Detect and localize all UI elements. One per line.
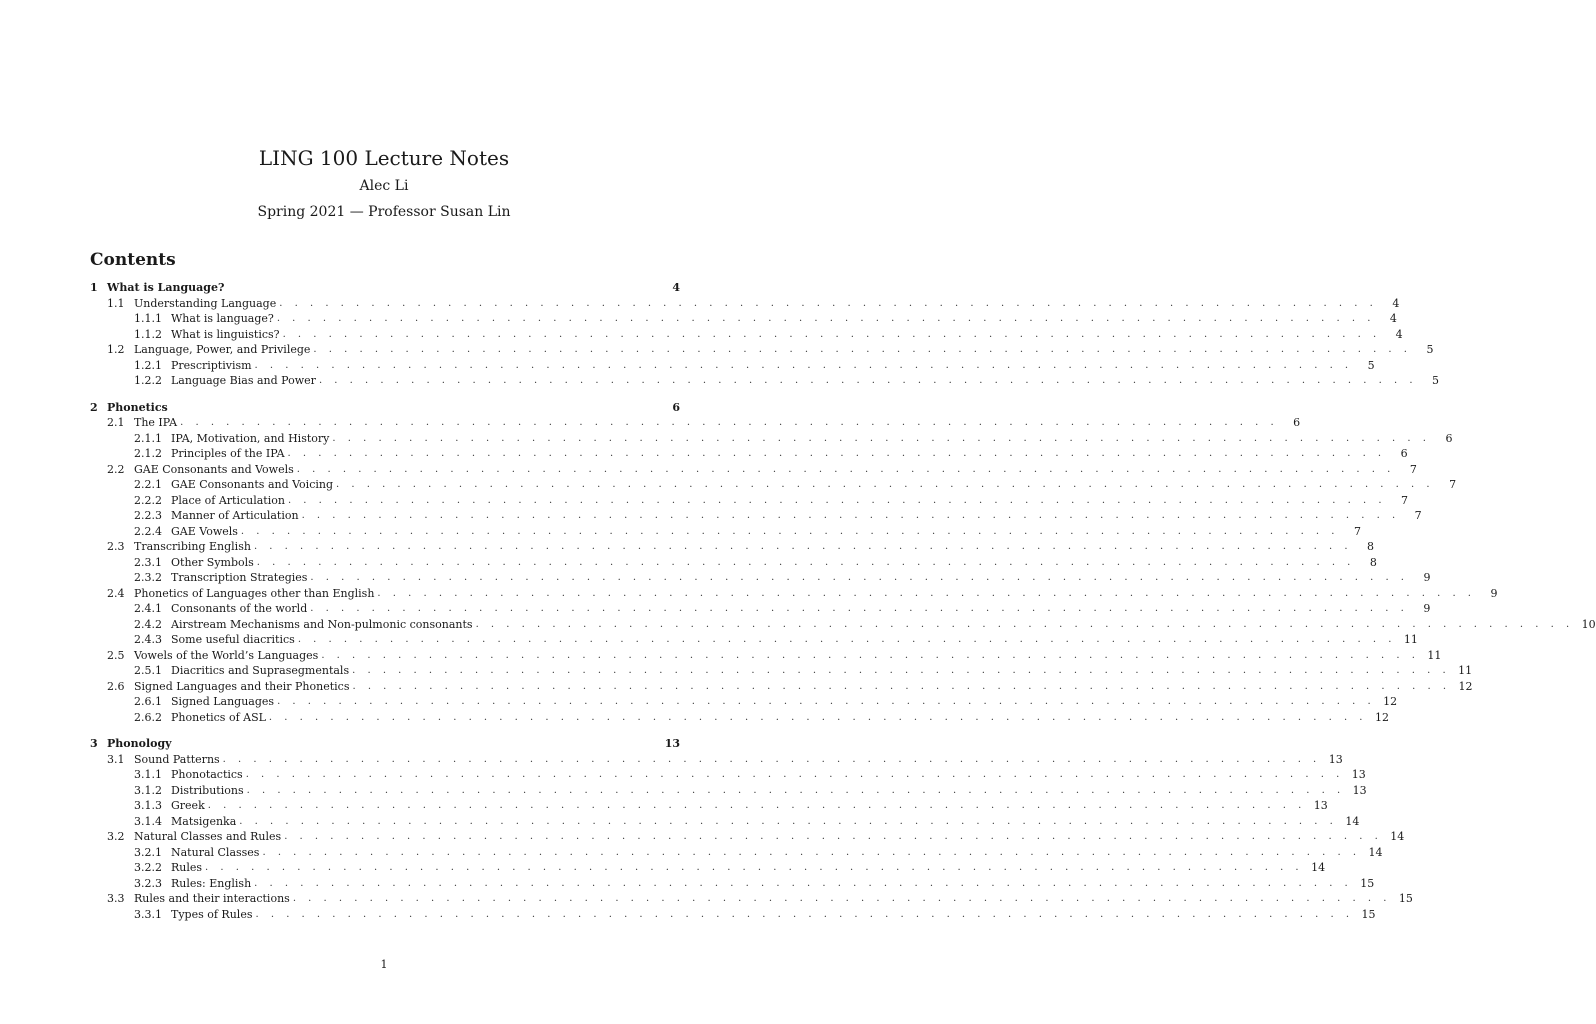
toc-subsubsection-number: 1.1.1	[134, 312, 162, 326]
toc-subsubsection-label: Other Symbols	[171, 555, 254, 569]
toc-subsubsection-number: 3.1.2	[134, 783, 162, 797]
toc-dot-leader: . . . . . . . . . . . . . . . . . . . . . . . . . . . . . . . . . . . . . . . . . . . . . . . . . . . . . . . . . . . . . . . . . . . . . . . .	[310, 572, 1409, 584]
toc-subsubsection-label: Place of Articulation	[171, 493, 285, 507]
toc-subsection[interactable]	[90, 539, 1374, 555]
toc-page-number: 5	[1367, 358, 1375, 372]
toc-page-number: 6	[672, 400, 680, 414]
toc-subsection-label: Vowels of the World’s Languages	[134, 648, 319, 662]
toc-dot-leader: . . . . . . . . . . . . . . . . . . . . . . . . . . . . . . . . . . . . . . . . . . . . . . . . . . . . . . . . . . . . . . . . . . . . . . . .	[246, 784, 1345, 796]
toc-page-number: 7	[1409, 462, 1417, 476]
toc-subsubsection[interactable]	[90, 710, 1389, 726]
toc-subsubsection-label: Greek	[171, 799, 205, 813]
toc-dot-leader: . . . . . . . . . . . . . . . . . . . . . . . . . . . . . . . . . . . . . . . . . . . . . . . . . . . . . . . . . . . . . . . . . . . . . . . .	[352, 680, 1451, 692]
toc-page-number: 15	[1361, 907, 1376, 921]
toc-dot-leader: . . . . . . . . . . . . . . . . . . . . . . . . . . . . . . . . . . . . . . . . . . . . . . . . . . . . . . . . . . . . . . . . . . . . . . . .	[297, 634, 1396, 646]
toc-subsubsection-number: 2.2.2	[134, 493, 162, 507]
toc-page-number: 9	[1423, 602, 1431, 616]
toc-page-number: 8	[1369, 555, 1377, 569]
toc-subsubsection-number: 2.3.1	[134, 555, 162, 569]
contents-heading: Contents	[90, 250, 176, 270]
toc-subsection-label: Transcribing English	[134, 540, 251, 554]
toc-subsubsection-number: 3.1.3	[134, 799, 162, 813]
toc-subsubsection[interactable]	[90, 493, 1409, 509]
toc-dot-leader: . . . . . . . . . . . . . . . . . . . . . . . . . . . . . . . . . . . . . . . . . . . . . . . . . . . . . . . . . . . . . . . . . . . . . . . .	[318, 375, 1417, 387]
toc-dot-leader: . . . . . . . . . . . . . . . . . . . . . . . . . . . . . . . . . . . . . . . . . . . . . . . . . . . . . . . . . . . . . . . . . . . . . . . .	[255, 908, 1354, 920]
toc-dot-leader: . . . . . . . . . . . . . . . . . . . . . . . . . . . . . . . . . . . . . . . . . . . . . . . . . . . . . . . . . . . . . . . . . . . . . . . .	[352, 665, 1451, 677]
toc-subsection-number: 1.1	[107, 296, 125, 310]
toc-page-number: 9	[1490, 586, 1498, 600]
toc-subsubsection-label: IPA, Motivation, and History	[171, 431, 330, 445]
toc-subsubsection[interactable]	[90, 508, 1422, 524]
toc-subsection-label: Phonetics of Languages other than English	[134, 586, 375, 600]
toc-page-number: 12	[1458, 679, 1473, 693]
toc-subsubsection[interactable]	[90, 524, 1361, 540]
toc-page-number: 6	[1293, 416, 1301, 430]
toc-dot-leader: . . . . . . . . . . . . . . . . . . . . . . . . . . . . . . . . . . . . . . . . . . . . . . . . . . . . . . . . . . . . . . . . . . . . . . . .	[282, 328, 1381, 340]
toc-dot-leader: . . . . . . . . . . . . . . . . . . . . . . . . . . . . . . . . . . . . . . . . . . . . . . . . . . . . . . . . . . . . . . . . . . . . . . . .	[277, 696, 1376, 708]
document-author: Alec Li	[359, 178, 409, 194]
toc-dot-leader: . . . . . . . . . . . . . . . . . . . . . . . . . . . . . . . . . . . . . . . . . . . . . . . . . . . . . . . . . . . . . . . . . . . . . . . .	[377, 587, 1476, 599]
toc-subsection[interactable]	[90, 586, 1498, 602]
toc-page-number: 10	[1581, 617, 1596, 631]
toc-subsection-number: 3.1	[107, 752, 125, 766]
toc-subsubsection-label: GAE Consonants and Voicing	[171, 478, 333, 492]
toc-subsubsection-label: Language Bias and Power	[171, 374, 316, 388]
toc-dot-leader: . . . . . . . . . . . . . . . . . . . . . . . . . . . . . . . . . . . . . . . . . . . . . . . . . . . . . . . . . . . . . . . . . . . . . . . .	[475, 618, 1574, 630]
toc-page-number: 9	[1423, 571, 1431, 585]
toc-dot-leader: . . . . . . . . . . . . . . . . . . . . . . . . . . . . . . . . . . . . . . . . . . . . . . . . . . . . . . . . . . . . . . . . . . . . . . . .	[205, 862, 1304, 874]
toc-subsubsection-label: Rules	[171, 861, 203, 875]
toc-dot-leader: . . . . . . . . . . . . . . . . . . . . . . . . . . . . . . . . . . . . . . . . . . . . . . . . . . . . . . . . . . . . . . . . . . . . . . . .	[287, 448, 1386, 460]
toc-subsection-number: 2.2	[107, 462, 125, 476]
toc-subsubsection-number: 2.1.1	[134, 431, 162, 445]
toc-page-number: 7	[1401, 493, 1409, 507]
toc-subsubsection-label: What is language?	[171, 312, 274, 326]
toc-subsection-number: 2.3	[107, 540, 125, 554]
toc-page-number: 15	[1398, 892, 1413, 906]
toc-page-number: 14	[1368, 845, 1383, 859]
toc-section-label: Phonetics	[107, 400, 168, 414]
toc-subsubsection-label: Principles of the IPA	[171, 447, 285, 461]
toc-page-number: 4	[1389, 312, 1397, 326]
toc-subsubsection-number: 3.1.1	[134, 768, 162, 782]
toc-subsubsection-number: 2.6.2	[134, 710, 162, 724]
toc-page-number: 13	[1328, 752, 1343, 766]
toc-subsection-label: Understanding Language	[134, 296, 277, 310]
toc-section-number: 2	[90, 400, 98, 414]
toc-subsection-label: Natural Classes and Rules	[134, 830, 282, 844]
toc-subsubsection-label: Rules: English	[171, 876, 252, 890]
toc-section[interactable]	[90, 400, 680, 416]
page-number-footer: 1	[380, 958, 388, 971]
toc-dot-leader: . . . . . . . . . . . . . . . . . . . . . . . . . . . . . . . . . . . . . . . . . . . . . . . . . . . . . . . . . . . . . . . . . . . . . . . .	[180, 417, 1279, 429]
toc-dot-leader: . . . . . . . . . . . . . . . . . . . . . . . . . . . . . . . . . . . . . . . . . . . . . . . . . . . . . . . . . . . . . . . . . . . . . . . .	[253, 541, 1352, 553]
toc-subsection[interactable]	[90, 462, 1417, 478]
toc-page-number: 7	[1414, 509, 1422, 523]
toc-dot-leader: . . . . . . . . . . . . . . . . . . . . . . . . . . . . . . . . . . . . . . . . . . . . . . . . . . . . . . . . . . . . . . . . . . . . . . . .	[268, 711, 1367, 723]
toc-subsection-number: 2.6	[107, 679, 125, 693]
toc-subsubsection-label: Distributions	[171, 783, 244, 797]
toc-subsection-number: 2.1	[107, 416, 125, 430]
toc-page-number: 7	[1353, 524, 1361, 538]
toc-subsubsection-label: GAE Vowels	[171, 524, 238, 538]
toc-subsubsection-label: Manner of Articulation	[171, 509, 299, 523]
toc-page-number: 13	[1352, 783, 1367, 797]
toc-subsection[interactable]	[90, 891, 1413, 907]
toc-subsubsection-label: Prescriptivism	[171, 358, 252, 372]
toc-dot-leader: . . . . . . . . . . . . . . . . . . . . . . . . . . . . . . . . . . . . . . . . . . . . . . . . . . . . . . . . . . . . . . . . . . . . . . . .	[301, 510, 1400, 522]
toc-subsection-number: 1.2	[107, 343, 125, 357]
toc-section-gap	[90, 389, 680, 400]
toc-subsubsection[interactable]	[90, 907, 1376, 923]
toc-dot-leader: . . . . . . . . . . . . . . . . . . . . . . . . . . . . . . . . . . . . . . . . . . . . . . . . . . . . . . . . . . . . . . . . . . . . . . . .	[240, 525, 1339, 537]
toc-subsubsection-number: 3.2.2	[134, 861, 162, 875]
toc-subsubsection[interactable]	[90, 767, 1366, 783]
toc-page-number: 14	[1390, 830, 1405, 844]
toc-subsubsection[interactable]	[90, 555, 1377, 571]
toc-dot-leader: . . . . . . . . . . . . . . . . . . . . . . . . . . . . . . . . . . . . . . . . . . . . . . . . . . . . . . . . . . . . . . . . . . . . . . . .	[310, 603, 1409, 615]
toc-dot-leader: . . . . . . . . . . . . . . . . . . . . . . . . . . . . . . . . . . . . . . . . . . . . . . . . . . . . . . . . . . . . . . . . . . . . . . . .	[262, 846, 1361, 858]
toc-subsubsection[interactable]	[90, 632, 1418, 648]
toc-page-number: 13	[664, 737, 680, 751]
toc-subsection[interactable]	[90, 342, 1434, 358]
toc-subsubsection-number: 3.2.1	[134, 845, 162, 859]
toc-dot-leader: . . . . . . . . . . . . . . . . . . . . . . . . . . . . . . . . . . . . . . . . . . . . . . . . . . . . . . . . . . . . . . . . . . . . . . . .	[207, 800, 1306, 812]
toc-page-number: 13	[1351, 768, 1366, 782]
toc-subsubsection-label: What is linguistics?	[171, 327, 280, 341]
toc-subsection-label: Language, Power, and Privilege	[134, 343, 311, 357]
toc-page-number: 15	[1360, 876, 1375, 890]
toc-page-number: 12	[1374, 710, 1389, 724]
toc-subsubsection-number: 2.4.2	[134, 617, 162, 631]
toc-subsubsection-label: Consonants of the world	[171, 602, 308, 616]
toc-dot-leader: . . . . . . . . . . . . . . . . . . . . . . . . . . . . . . . . . . . . . . . . . . . . . . . . . . . . . . . . . . . . . . . . . . . . . . . .	[239, 815, 1338, 827]
toc-subsubsection-label: Phonotactics	[171, 768, 243, 782]
toc-subsection-number: 3.2	[107, 830, 125, 844]
toc-subsubsection-label: Phonetics of ASL	[171, 710, 266, 724]
toc-section-label: Phonology	[107, 737, 172, 751]
toc-page-number: 11	[1427, 648, 1442, 662]
toc-page-number: 8	[1367, 540, 1374, 554]
toc-subsection-label: Rules and their interactions	[134, 892, 290, 906]
toc-subsubsection-number: 1.1.2	[134, 327, 162, 341]
toc-dot-leader: . . . . . . . . . . . . . . . . . . . . . . . . . . . . . . . . . . . . . . . . . . . . . . . . . . . . . . . . . . . . . . . . . . . . . . . .	[245, 769, 1344, 781]
toc-page-number: 4	[1395, 327, 1403, 341]
toc-page-number: 4	[672, 281, 680, 295]
toc-subsubsection[interactable]	[90, 570, 1431, 586]
toc-subsubsection[interactable]	[90, 373, 1439, 389]
toc-page-number: 7	[1449, 478, 1457, 492]
toc-subsubsection[interactable]	[90, 327, 1403, 343]
toc-dot-leader: . . . . . . . . . . . . . . . . . . . . . . . . . . . . . . . . . . . . . . . . . . . . . . . . . . . . . . . . . . . . . . . . . . . . . . . .	[254, 359, 1353, 371]
toc-subsubsection-number: 2.6.1	[134, 695, 162, 709]
toc-dot-leader: . . . . . . . . . . . . . . . . . . . . . . . . . . . . . . . . . . . . . . . . . . . . . . . . . . . . . . . . . . . . . . . . . . . . . . . .	[287, 494, 1387, 506]
toc-page-number: 13	[1313, 799, 1328, 813]
toc-subsection-number: 2.4	[107, 586, 125, 600]
toc-subsubsection[interactable]	[90, 814, 1360, 830]
toc-subsection-label: The IPA	[134, 416, 178, 430]
toc-subsubsection[interactable]	[90, 845, 1383, 861]
toc-dot-leader: . . . . . . . . . . . . . . . . . . . . . . . . . . . . . . . . . . . . . . . . . . . . . . . . . . . . . . . . . . . . . . . . . . . . . . . .	[292, 893, 1391, 905]
toc-dot-leader: . . . . . . . . . . . . . . . . . . . . . . . . . . . . . . . . . . . . . . . . . . . . . . . . . . . . . . . . . . . . . . . . . . . . . . . .	[332, 432, 1431, 444]
toc-subsubsection-label: Some useful diacritics	[171, 633, 295, 647]
toc-subsubsection-label: Diacritics and Suprasegmentals	[171, 664, 350, 678]
toc-dot-leader: . . . . . . . . . . . . . . . . . . . . . . . . . . . . . . . . . . . . . . . . . . . . . . . . . . . . . . . . . . . . . . . . . . . . . . . .	[284, 831, 1383, 843]
toc-page-number: 5	[1432, 374, 1439, 388]
toc-section-number: 3	[90, 737, 98, 751]
toc-subsubsection-number: 2.3.2	[134, 571, 162, 585]
toc-subsubsection-number: 2.5.1	[134, 664, 162, 678]
toc-subsubsection-number: 3.2.3	[134, 876, 162, 890]
toc-subsubsection-label: Types of Rules	[171, 907, 253, 921]
toc-subsection[interactable]	[90, 296, 1400, 312]
toc-subsubsection[interactable]	[90, 477, 1457, 493]
toc-subsubsection[interactable]	[90, 601, 1431, 617]
toc-page-number: 14	[1345, 814, 1360, 828]
toc-page-number: 4	[1392, 296, 1400, 310]
toc-subsubsection-number: 3.3.1	[134, 907, 162, 921]
toc-subsection[interactable]	[90, 752, 1343, 768]
toc-subsubsection-label: Transcription Strategies	[171, 571, 308, 585]
toc-subsection-label: GAE Consonants and Vowels	[134, 462, 294, 476]
toc-subsubsection[interactable]	[90, 663, 1473, 679]
toc-page-number: 5	[1426, 343, 1434, 357]
toc-dot-leader: . . . . . . . . . . . . . . . . . . . . . . . . . . . . . . . . . . . . . . . . . . . . . . . . . . . . . . . . . . . . . . . . . . . . . . . .	[279, 297, 1378, 309]
toc-subsubsection[interactable]	[90, 431, 1453, 447]
toc-subsection-number: 3.3	[107, 892, 125, 906]
toc-page-number: 11	[1403, 633, 1418, 647]
toc-subsubsection[interactable]	[90, 783, 1367, 799]
toc-subsubsection[interactable]	[90, 311, 1397, 327]
toc-page-number: 12	[1383, 695, 1398, 709]
toc-dot-leader: . . . . . . . . . . . . . . . . . . . . . . . . . . . . . . . . . . . . . . . . . . . . . . . . . . . . . . . . . . . . . . . . . . . . . . . .	[222, 753, 1321, 765]
toc-subsubsection-label: Natural Classes	[171, 845, 260, 859]
toc-subsubsection-label: Matsigenka	[171, 814, 237, 828]
toc-subsubsection-number: 2.4.1	[134, 602, 162, 616]
toc-subsubsection-number: 2.1.2	[134, 447, 162, 461]
toc-page-number: 6	[1445, 431, 1453, 445]
toc-dot-leader: . . . . . . . . . . . . . . . . . . . . . . . . . . . . . . . . . . . . . . . . . . . . . . . . . . . . . . . . . . . . . . . . . . . . . . . .	[296, 463, 1395, 475]
toc-subsection[interactable]	[90, 829, 1405, 845]
toc-dot-leader: . . . . . . . . . . . . . . . . . . . . . . . . . . . . . . . . . . . . . . . . . . . . . . . . . . . . . . . . . . . . . . . . . . . . . . . .	[313, 344, 1412, 356]
toc-subsubsection-number: 3.1.4	[134, 814, 162, 828]
toc-subsubsection[interactable]	[90, 358, 1375, 374]
toc-subsubsection[interactable]	[90, 446, 1408, 462]
document-date-line: Spring 2021 — Professor Susan Lin	[257, 204, 511, 220]
toc-dot-leader: . . . . . . . . . . . . . . . . . . . . . . . . . . . . . . . . . . . . . . . . . . . . . . . . . . . . . . . . . . . . . . . . . . . . . . . .	[254, 877, 1353, 889]
toc-subsubsection[interactable]	[90, 860, 1326, 876]
toc-subsection-number: 2.5	[107, 648, 125, 662]
toc-subsection-label: Sound Patterns	[134, 752, 220, 766]
toc-subsubsection[interactable]	[90, 694, 1398, 710]
toc-section-gap	[90, 725, 680, 736]
toc-subsubsection-number: 2.2.3	[134, 509, 162, 523]
toc-subsubsection-number: 2.2.1	[134, 478, 162, 492]
table-of-contents	[90, 280, 1596, 922]
toc-dot-leader: . . . . . . . . . . . . . . . . . . . . . . . . . . . . . . . . . . . . . . . . . . . . . . . . . . . . . . . . . . . . . . . . . . . . . . . .	[276, 313, 1375, 325]
toc-subsubsection-number: 1.2.2	[134, 374, 162, 388]
toc-section[interactable]	[90, 736, 680, 752]
toc-section-label: What is Language?	[107, 281, 225, 295]
toc-dot-leader: . . . . . . . . . . . . . . . . . . . . . . . . . . . . . . . . . . . . . . . . . . . . . . . . . . . . . . . . . . . . . . . . . . . . . . . .	[336, 479, 1435, 491]
toc-page-number: 14	[1311, 861, 1326, 875]
toc-subsubsection[interactable]	[90, 876, 1375, 892]
toc-dot-leader: . . . . . . . . . . . . . . . . . . . . . . . . . . . . . . . . . . . . . . . . . . . . . . . . . . . . . . . . . . . . . . . . . . . . . . . .	[321, 649, 1420, 661]
toc-page-number: 6	[1400, 447, 1408, 461]
toc-subsubsection-number: 2.4.3	[134, 633, 162, 647]
toc-subsection[interactable]	[90, 648, 1442, 664]
toc-subsubsection-label: Airstream Mechanisms and Non-pulmonic consonants	[171, 617, 473, 631]
toc-page-number: 11	[1458, 664, 1473, 678]
toc-subsubsection-label: Signed Languages	[171, 695, 275, 709]
toc-subsubsection[interactable]	[90, 617, 1596, 633]
document-title: LING 100 Lecture Notes	[258, 146, 510, 170]
toc-subsubsection-number: 1.2.1	[134, 358, 162, 372]
toc-section-number: 1	[90, 281, 98, 295]
toc-subsubsection[interactable]	[90, 798, 1328, 814]
toc-subsection-label: Signed Languages and their Phonetics	[134, 679, 350, 693]
toc-subsubsection-number: 2.2.4	[134, 524, 162, 538]
toc-subsection[interactable]	[90, 415, 1301, 431]
toc-dot-leader: . . . . . . . . . . . . . . . . . . . . . . . . . . . . . . . . . . . . . . . . . . . . . . . . . . . . . . . . . . . . . . . . . . . . . . . .	[256, 556, 1355, 568]
toc-section[interactable]	[90, 280, 680, 296]
toc-subsection[interactable]	[90, 679, 1473, 695]
